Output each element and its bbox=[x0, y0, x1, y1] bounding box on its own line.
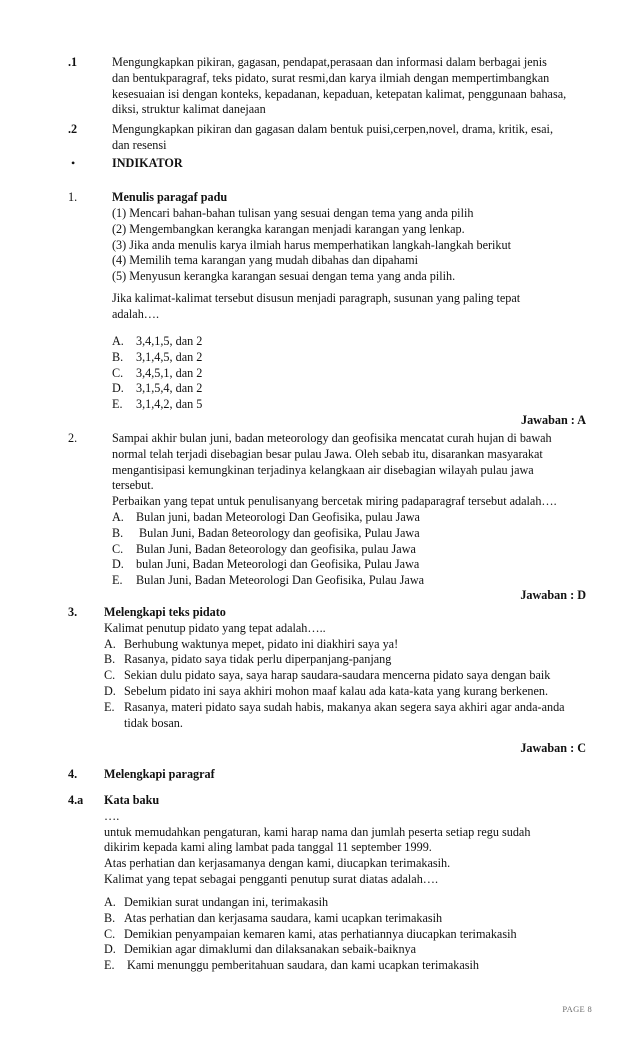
page-number: PAGE 8 bbox=[562, 1004, 592, 1014]
answer-key: Jawaban : A bbox=[520, 413, 586, 427]
question-title: Menulis paragaf padu bbox=[112, 190, 228, 204]
sub-question-number: 4.a bbox=[68, 793, 84, 807]
statement: (2) Mengembangkan kerangka karangan menjadi karangan yang lenkap. bbox=[112, 221, 465, 236]
option-a[interactable]: A. Bulan juni, badan Meteorologi Dan Geofisika, pulau Jawa bbox=[112, 509, 420, 524]
answer-key: Jawaban : C bbox=[520, 741, 586, 755]
option-d[interactable]: D. bulan Juni, Badan Meteorologi dan Geofisika, Pulau Jawa bbox=[112, 557, 420, 572]
option-e[interactable]: E. Kami menunggu pemberitahuan saudara, dan kami ucapkan terimakasih bbox=[104, 958, 480, 973]
question-number: 1. bbox=[68, 190, 78, 204]
sub-question-title: Kata baku bbox=[104, 793, 160, 807]
option-e[interactable]: E. Bulan Juni, Badan Meteorologi Dan Geofisika, Pulau Jawa bbox=[112, 573, 425, 588]
option-b[interactable]: B. 3,1,4,5, dan 2 bbox=[112, 349, 203, 364]
option-d[interactable]: D. 3,1,5,4, dan 2 bbox=[112, 381, 203, 396]
question-title: Melengkapi teks pidato bbox=[104, 605, 226, 619]
question-line: mengantisipasi kemungkinan terjadinya kelangkaan air disebagian wilayah pulau jawa bbox=[112, 462, 534, 477]
option-c[interactable]: C. 3,4,5,1, dan 2 bbox=[112, 365, 203, 380]
question-line: Kalimat yang tepat sebagai pengganti penutup surat diatas adalah…. bbox=[104, 871, 439, 886]
text-line: diksi, struktur kalimat danejaan bbox=[112, 102, 266, 117]
standard-text bbox=[112, 122, 590, 154]
option-b[interactable]: B. Rasanya, pidato saya tidak perlu diperpanjang-panjang bbox=[104, 652, 392, 667]
question-line: tersebut. bbox=[112, 478, 154, 493]
option-d[interactable]: D. Sebelum pidato ini saya akhiri mohon maaf kalau ada kata-kata yang kurang berkenen. bbox=[104, 683, 549, 698]
option-d[interactable]: D. Demikian agar dimaklumi dan dilaksanakan sebaik-baiknya bbox=[104, 942, 417, 957]
text-line: Mengungkapkan pikiran dan gagasan dalam bentuk puisi,cerpen,novel, drama, kritik, esai, bbox=[112, 122, 553, 136]
question-line: Kalimat penutup pidato yang tepat adalah….. bbox=[104, 620, 326, 635]
option-c[interactable]: C. Demikian penyampaian kemaren kami, atas perhatiannya diucapkan terimakasih bbox=[104, 926, 517, 941]
option-c[interactable]: C. Bulan Juni, Badan 8eteorology dan geofisika, pulau Jawa bbox=[112, 541, 416, 556]
question-line: Perbaikan yang tepat untuk penulisanyang bercetak miring padaparagraf tersebut adalah…. bbox=[112, 494, 557, 509]
question-number: 3. bbox=[68, 605, 78, 619]
question-line: untuk memudahkan pengaturan, kami harap nama dan jumlah peserta setiap regu sudah bbox=[104, 824, 531, 839]
option-a[interactable]: A. 3,4,1,5, dan 2 bbox=[112, 334, 203, 348]
question-line: Sampai akhir bulan juni, badan meteorology dan geofisika mencatat curah hujan di bawah bbox=[112, 431, 552, 445]
statement: (4) Memilih tema karangan yang mudah dibahas dan dipahami bbox=[112, 253, 418, 268]
text-line: dan resensi bbox=[112, 137, 167, 152]
question-title: Melengkapi paragraf bbox=[104, 767, 215, 781]
option-e[interactable]: E. 3,1,4,2, dan 5 bbox=[112, 397, 203, 412]
indikator-label: INDIKATOR bbox=[112, 156, 183, 170]
statement: (3) Jika anda menulis karya ilmiah harus memperhatikan langkah-langkah berikut bbox=[112, 237, 512, 252]
statement: (5) Menyusun kerangka karangan sesuai dengan tema yang anda pilih. bbox=[112, 269, 456, 284]
question-line: adalah…. bbox=[112, 306, 160, 321]
option-a[interactable]: A. Demikian surat undangan ini, terimakasih bbox=[104, 895, 329, 909]
question-line: …. bbox=[104, 808, 120, 823]
question-line: Jika kalimat-kalimat tersebut disusun menjadi paragraph, susunan yang paling tepat bbox=[112, 291, 521, 305]
question-number: 2. bbox=[68, 431, 78, 445]
question-line: normal telah terjadi disebagian besar pulau Jawa. Oleh sebab itu, disarankan masyarakat bbox=[112, 446, 543, 461]
bullet-icon: • bbox=[71, 156, 76, 170]
option-e[interactable]: E. Rasanya, materi pidato saya sudah habis, makanya akan segera saya akhiri agar anda-anda bbox=[104, 699, 565, 714]
text-line: dan bentukparagraf, teks pidato, surat resmi,dan karya ilmiah dengan mempertimbangkan bbox=[112, 70, 550, 85]
standard-text bbox=[112, 55, 590, 118]
text-line: Mengungkapkan pikiran, gagasan, pendapat,perasaan dan informasi dalam berbagai jenis bbox=[112, 55, 547, 69]
statement: (1) Mencari bahan-bahan tulisan yang sesuai dengan tema yang anda pilih bbox=[112, 206, 474, 220]
question-line: dikirim kepada kami aling lambat pada tanggal 11 september 1999. bbox=[104, 840, 432, 855]
question-line: Atas perhatian dan kerjasamanya dengan kami, diucapkan terimakasih. bbox=[104, 856, 451, 871]
option-a[interactable]: A. Berhubung waktunya mepet, pidato ini diakhiri saya ya! bbox=[104, 636, 399, 651]
option-c[interactable]: C. Sekian dulu pidato saya, saya harap saudara-saudara mencerna pidato saya dengan baik bbox=[104, 668, 551, 683]
question-number: 4. bbox=[68, 767, 78, 781]
option-e-continued: tidak bosan. bbox=[124, 715, 183, 730]
text-line: kesesuaian isi dengan konteks, kepadanan, kepaduan, ketepatan kalimat, penggunaan bahasa, bbox=[112, 86, 567, 101]
option-b[interactable]: B. Bulan Juni, Badan 8eteorology dan geofisika, Pulau Jawa bbox=[112, 525, 420, 540]
standard-number: .1 bbox=[68, 55, 78, 69]
option-b[interactable]: B. Atas perhatian dan kerjasama saudara, kami ucapkan terimakasih bbox=[104, 910, 443, 925]
standard-number: .2 bbox=[68, 122, 78, 136]
answer-key: Jawaban : D bbox=[520, 588, 586, 602]
